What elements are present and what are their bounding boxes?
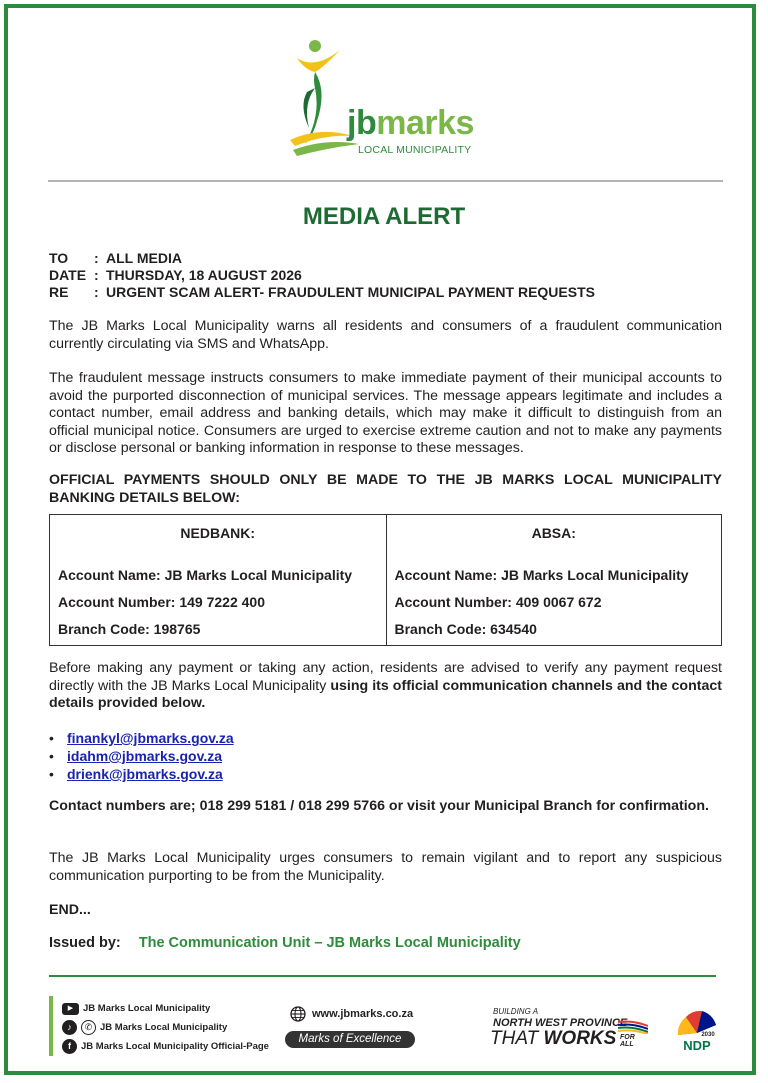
ndp-text: NDP — [683, 1038, 711, 1053]
nwp-line1: BUILDING A — [493, 1007, 539, 1016]
nwp-works: WORKS — [543, 1028, 617, 1049]
nwp-logo — [490, 1006, 650, 1051]
verify-paragraph — [49, 660, 722, 713]
logo-figure-icon — [285, 36, 365, 161]
branch-code: Branch Code: 634540 — [394, 621, 537, 637]
logo-wordmark: jbmarks — [347, 104, 474, 142]
issued-by-value: The Communication Unit – JB Marks Local Municipality — [138, 935, 521, 951]
footer-accent-bar — [49, 996, 53, 1056]
nwp-line3 — [490, 1028, 616, 1050]
bullet: • — [49, 748, 54, 764]
ndp-year: 2030 — [701, 1032, 715, 1038]
official-payments-heading: OFFICIAL PAYMENTS SHOULD ONLY BE MADE TO THE JB MARKS LOCAL MUNICIPALITY BANKING DETAILS BELOW: — [49, 472, 722, 506]
ndp-emblem-icon — [672, 1005, 722, 1055]
tagline-badge: Marks of Excellence — [285, 1031, 415, 1048]
bullet: • — [49, 766, 54, 782]
nwp-line4: FOR ALL — [620, 1034, 635, 1048]
meta-sep: : — [94, 250, 99, 266]
details-paragraph: The fraudulent message instructs consumers to make immediate payment of their municipal accounts to avoid the purported disconnection of municipal services. The message appears legitimate and includes a contact number, email address and banking details, which may make it difficult to distinguish from an official municipal notice. Consumers are urged to exercise extreme caution and not to make any payments or disclose personal or banking information in response to these messages. — [49, 370, 722, 456]
header-divider — [48, 180, 723, 182]
list-item — [49, 729, 234, 747]
bullet: • — [49, 730, 54, 746]
meta-value: ALL MEDIA — [106, 250, 182, 266]
meta-key: RE — [49, 284, 69, 300]
social-links — [62, 999, 269, 1056]
intro-paragraph: The JB Marks Local Municipality warns all residents and consumers of a fraudulent communication currently circulating via SMS and WhatsApp. — [49, 318, 722, 352]
verify-text: Before making any payment or taking any action, residents are advised to verify any payment request directly with the JB Marks Local Municipality — [49, 660, 722, 694]
email-link[interactable]: finankyl@jbmarks.gov.za — [67, 730, 234, 746]
nwp-that: THAT — [490, 1028, 544, 1049]
meta-key: DATE — [49, 267, 87, 283]
account-name: Account Name: JB Marks Local Municipality — [58, 567, 353, 583]
social-label: JB Marks Local Municipality — [100, 1022, 228, 1033]
globe-icon — [290, 1006, 306, 1022]
youtube-icon: ▶ — [62, 1003, 79, 1015]
meta-sep: : — [94, 267, 99, 283]
list-item — [49, 747, 234, 765]
meta-key: TO — [49, 250, 69, 266]
bank-column-nedbank — [50, 515, 386, 645]
meta-value: THURSDAY, 18 AUGUST 2026 — [106, 267, 302, 283]
account-number: Account Number: 149 7222 400 — [58, 594, 265, 610]
logo-subtitle: LOCAL MUNICIPALITY — [358, 144, 472, 156]
banking-details-table — [49, 514, 722, 646]
end-marker: END... — [49, 902, 91, 918]
bank-name: ABSA: — [531, 525, 576, 541]
email-list — [49, 729, 234, 783]
account-number: Account Number: 409 0067 672 — [394, 594, 602, 610]
email-link[interactable]: drienk@jbmarks.gov.za — [67, 766, 223, 782]
meta-row-re — [49, 284, 595, 301]
website-text: www.jbmarks.co.za — [312, 1008, 414, 1020]
social-tiktok-whatsapp[interactable] — [62, 1018, 269, 1037]
flag-stripes-icon — [618, 1020, 648, 1034]
email-link[interactable]: idahm@jbmarks.gov.za — [67, 748, 222, 764]
social-label: JB Marks Local Municipality Official-Page — [81, 1041, 269, 1052]
contact-numbers-paragraph: Contact numbers are; 018 299 5181 / 018 299 5766 or visit your Municipal Branch for confirmation. — [49, 798, 709, 814]
issued-by-label: Issued by: — [49, 935, 121, 951]
verify-bold-text: using its official communication channels and the contact details provided below. — [49, 677, 722, 711]
account-name: Account Name: JB Marks Local Municipality — [394, 567, 689, 583]
issued-by — [49, 935, 521, 951]
social-label: JB Marks Local Municipality — [83, 1003, 211, 1014]
website-link[interactable] — [290, 1006, 413, 1022]
nwp-line2: NORTH WEST PROVINCE — [493, 1017, 628, 1029]
ndp-logo — [672, 1005, 722, 1055]
meta-value: URGENT SCAM ALERT- FRAUDULENT MUNICIPAL PAYMENT REQUESTS — [106, 284, 595, 300]
whatsapp-icon: ✆ — [81, 1020, 96, 1035]
meta-row-date — [49, 267, 595, 284]
bank-name: NEDBANK: — [180, 525, 256, 541]
meta-sep: : — [94, 284, 99, 300]
tiktok-icon: ♪ — [62, 1020, 77, 1035]
closing-paragraph: The JB Marks Local Municipality urges consumers to remain vigilant and to report any suspicious communication purporting to be from the Municipality. — [49, 850, 722, 884]
bank-column-absa — [386, 515, 722, 645]
social-youtube[interactable] — [62, 999, 269, 1018]
page-title: MEDIA ALERT — [302, 203, 466, 230]
branch-code: Branch Code: 198765 — [58, 621, 201, 637]
footer-divider — [49, 975, 716, 977]
list-item — [49, 765, 234, 783]
meta-row-to — [49, 250, 595, 267]
jb-marks-logo — [285, 36, 495, 161]
facebook-icon: f — [62, 1039, 77, 1054]
social-facebook[interactable] — [62, 1037, 269, 1056]
memo-header — [49, 250, 595, 301]
